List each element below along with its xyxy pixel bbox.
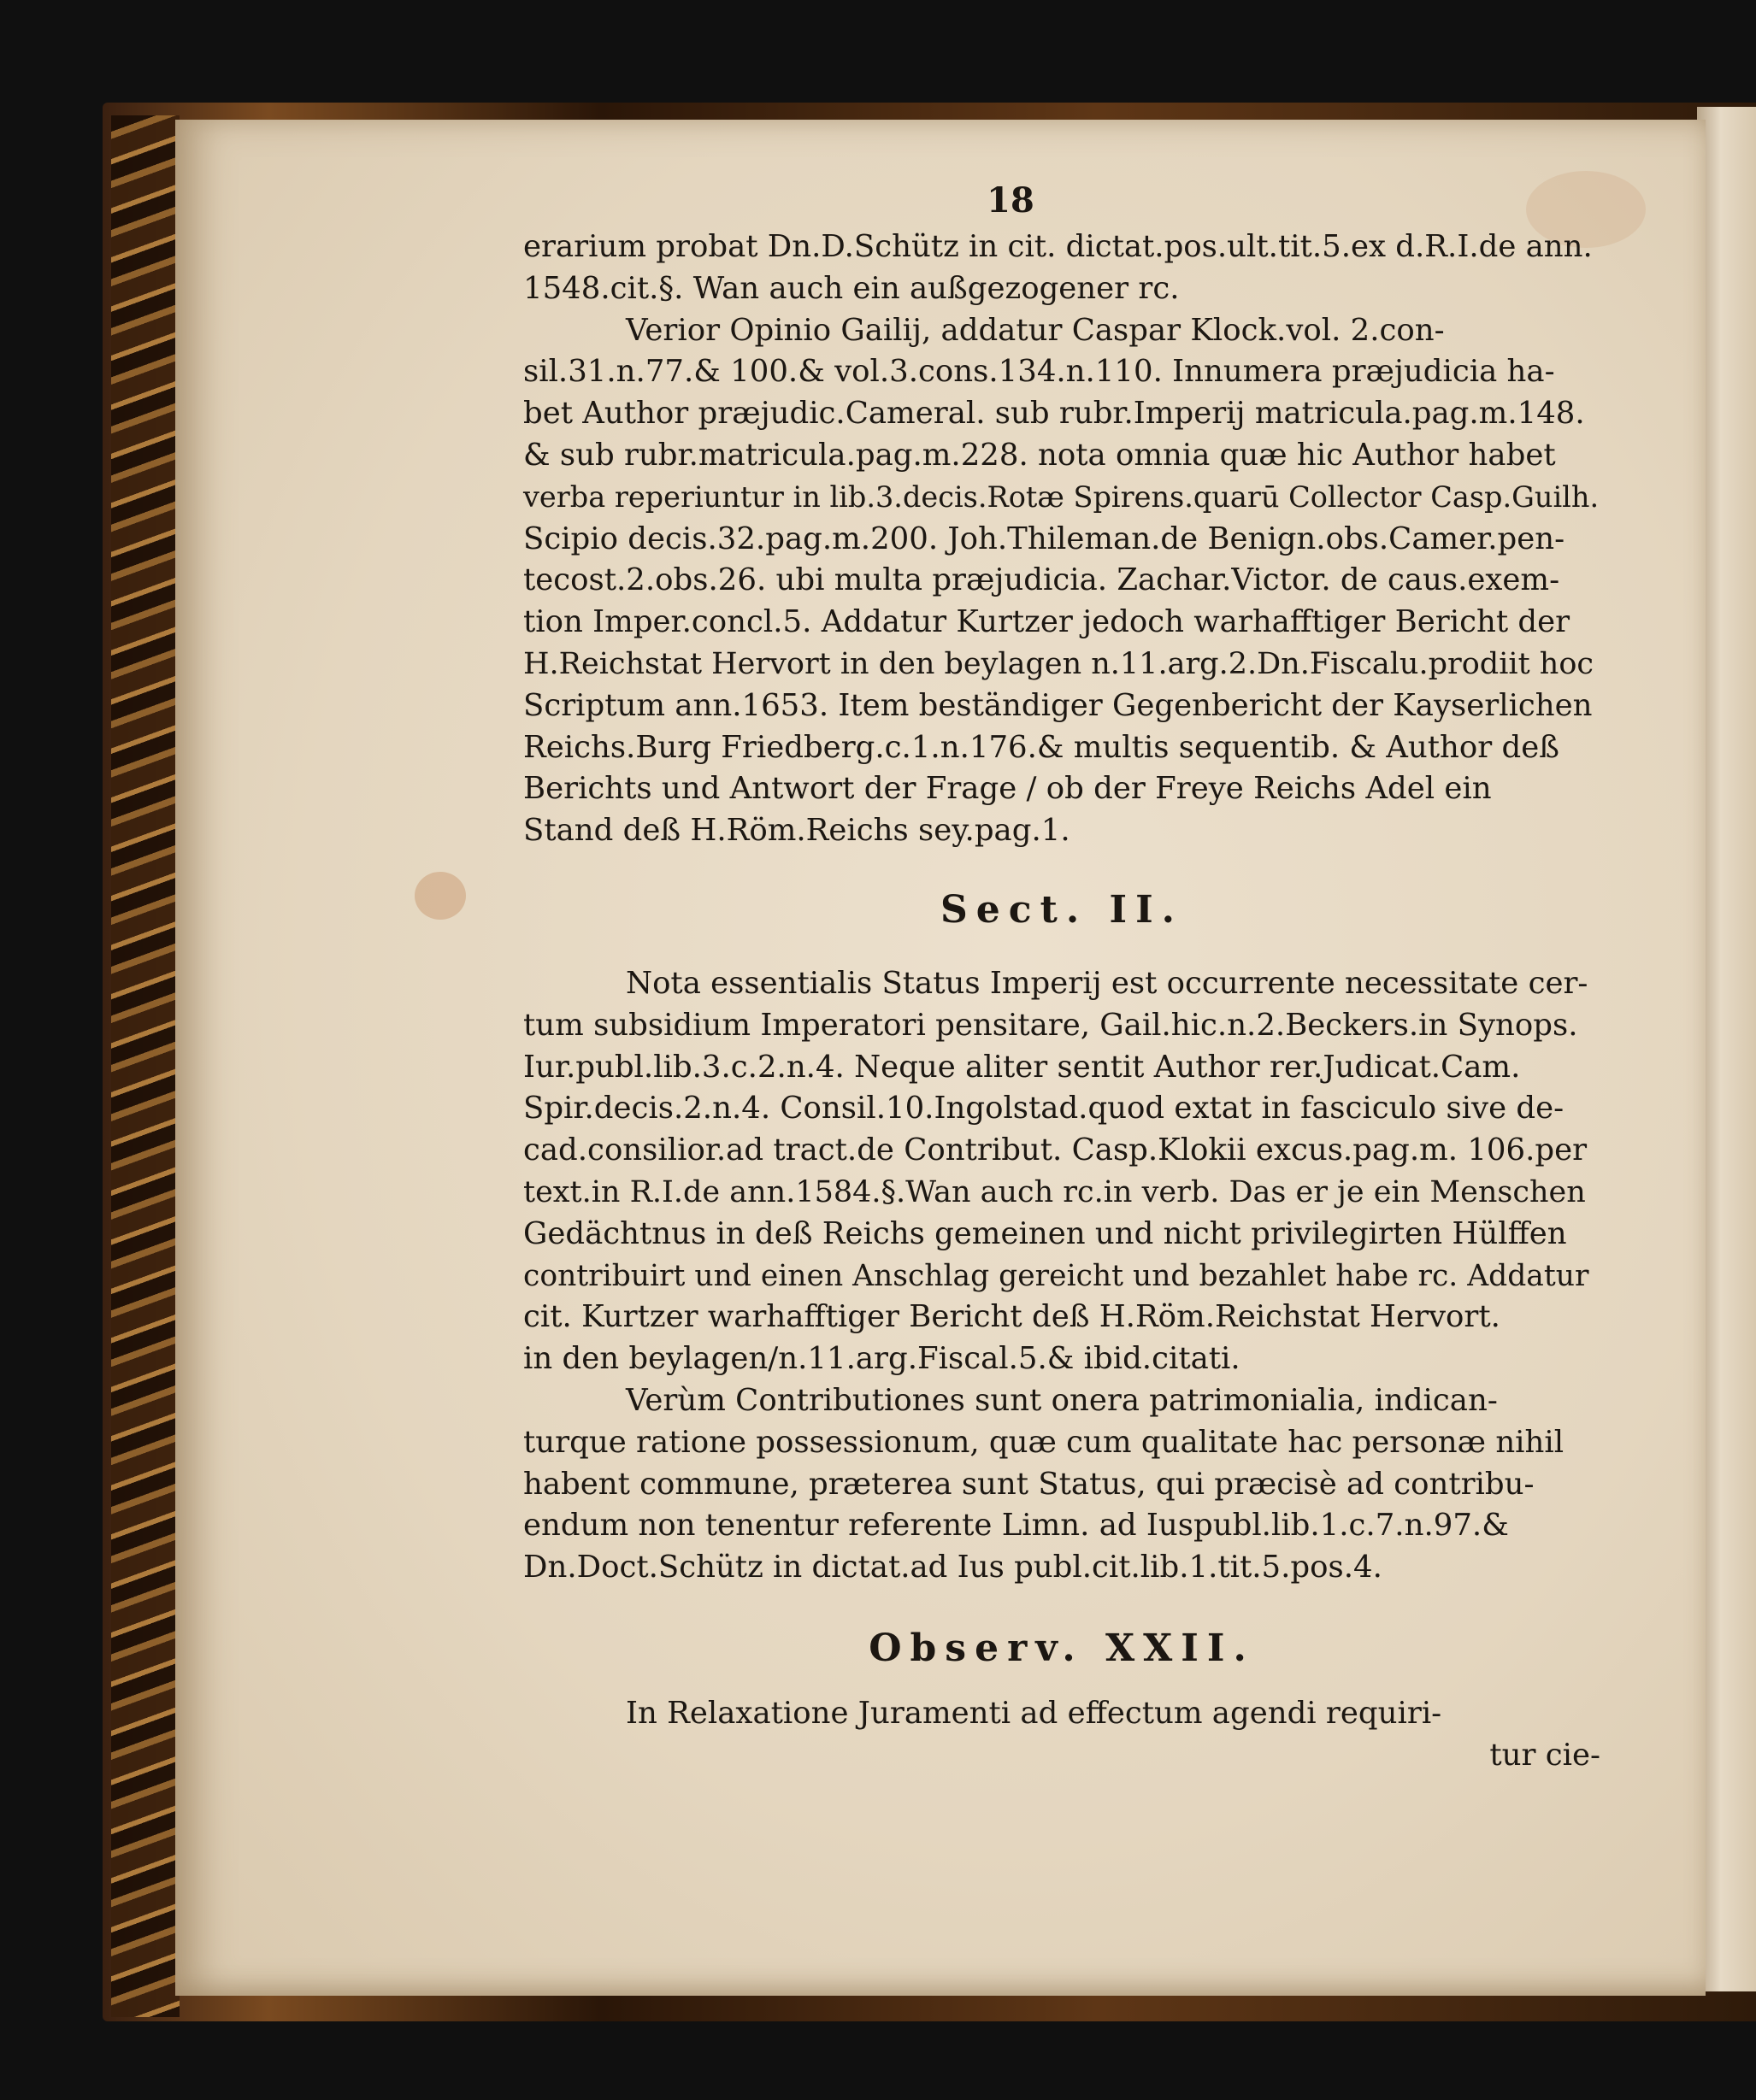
text-line: in den beylagen/n.11.arg.Fiscal.5.& ibid.citati. bbox=[523, 1341, 1240, 1377]
paragraph-verum bbox=[523, 1380, 1600, 1589]
catchword: tur cie- bbox=[1489, 1737, 1600, 1773]
observation-heading: Observ. XXII. bbox=[869, 1626, 1255, 1670]
text-line: Dn.Doct.Schütz in dictat.ad Ius publ.cit.lib.1.tit.5.pos.4. bbox=[523, 1550, 1382, 1585]
text-line: & sub rubr.matricula.pag.m.228. nota omnia quæ hic Author habet bbox=[523, 437, 1556, 473]
text-line: contribuirt und einen Anschlag gereicht und bezahlet habe rc. Addatur bbox=[523, 1258, 1589, 1293]
text-line: erarium probat Dn.D.Schütz in cit. dictat.pos.ult.tit.5.ex d.R.I.de ann. bbox=[523, 229, 1593, 264]
foxing-spot bbox=[415, 872, 466, 920]
text-line: tecost.2.obs.26. ubi multa præjudicia. Zachar.Victor. de caus.exem- bbox=[523, 562, 1560, 598]
text-line: endum non tenentur referente Limn. ad Iuspubl.lib.1.c.7.n.97.& bbox=[523, 1508, 1509, 1544]
page-number: 18 bbox=[987, 180, 1034, 221]
paragraph-verior bbox=[523, 310, 1600, 852]
paragraph-relaxatione bbox=[523, 1693, 1600, 1735]
text-line: Iur.publ.lib.3.c.2.n.4. Neque aliter sentit Author rer.Judicat.Cam. bbox=[523, 1049, 1521, 1085]
text-line: H.Reichstat Hervort in den beylagen n.11.arg.2.Dn.Fiscalu.prodiit hoc bbox=[523, 646, 1594, 681]
text-line: Nota essentialis Status Imperij est occurrente necessitate cer- bbox=[626, 965, 1588, 1001]
text-line: bet Author præjudic.Cameral. sub rubr.Imperij matricula.pag.m.148. bbox=[523, 396, 1585, 432]
marbled-endpaper bbox=[111, 115, 180, 2017]
text-line: habent commune, præterea sunt Status, qui præcisè ad contribu- bbox=[523, 1466, 1535, 1502]
text-line: Berichts und Antwort der Frage / ob der Freye Reichs Adel ein bbox=[523, 771, 1492, 807]
text-line: Scriptum ann.1653. Item beständiger Gegenbericht der Kayserlichen bbox=[523, 687, 1593, 723]
text-line: Verior Opinio Gailij, addatur Caspar Klock.vol. 2.con- bbox=[626, 312, 1445, 348]
text-line: verba reperiuntur in lib.3.decis.Rotæ Spirens.quarū Collector Casp.Guilh. bbox=[523, 479, 1600, 514]
text-line: Spir.decis.2.n.4. Consil.10.Ingolstad.quod extat in fasciculo sive de- bbox=[523, 1091, 1564, 1126]
text-line: sil.31.n.77.& 100.& vol.3.cons.134.n.110. Innumera præjudicia ha- bbox=[523, 354, 1555, 390]
text-line: Stand deß H.Röm.Reichs sey.pag.1. bbox=[523, 813, 1070, 849]
section-heading: Sect. II. bbox=[940, 887, 1183, 932]
text-line: Reichs.Burg Friedberg.c.1.n.176.& multis sequentib. & Author deß bbox=[523, 729, 1559, 765]
text-line: Scipio decis.32.pag.m.200. Joh.Thileman.de Benign.obs.Camer.pen- bbox=[523, 521, 1565, 556]
text-line: text.in R.I.de ann.1584.§.Wan auch rc.in verb. Das er je ein Menschen bbox=[523, 1174, 1586, 1209]
text-line: In Relaxatione Juramenti ad effectum agendi requiri- bbox=[626, 1695, 1442, 1731]
page-text bbox=[523, 175, 1600, 1777]
text-line: cad.consilior.ad tract.de Contribut. Casp.Klokii excus.pag.m. 106.per bbox=[523, 1132, 1588, 1168]
text-line: cit. Kurtzer warhafftiger Bericht deß H.Röm.Reichstat Hervort. bbox=[523, 1299, 1500, 1335]
text-line: Gedächtnus in deß Reichs gemeinen und nicht privilegirten Hülffen bbox=[523, 1215, 1567, 1251]
facing-page-edge bbox=[1697, 107, 1756, 1991]
text-line: Verùm Contributiones sunt onera patrimonialia, indican- bbox=[626, 1382, 1498, 1418]
text-line: tion Imper.concl.5. Addatur Kurtzer jedoch warhafftiger Bericht der bbox=[523, 604, 1570, 640]
text-line: turque ratione possessionum, quæ cum qualitate hac personæ nihil bbox=[523, 1424, 1564, 1460]
paragraph-1 bbox=[523, 226, 1600, 310]
paragraph-nota bbox=[523, 963, 1600, 1380]
text-line: 1548.cit.§. Wan auch ein außgezogener rc. bbox=[523, 270, 1180, 306]
text-line: tum subsidium Imperatori pensitare, Gail.hic.n.2.Beckers.in Synops. bbox=[523, 1007, 1578, 1043]
